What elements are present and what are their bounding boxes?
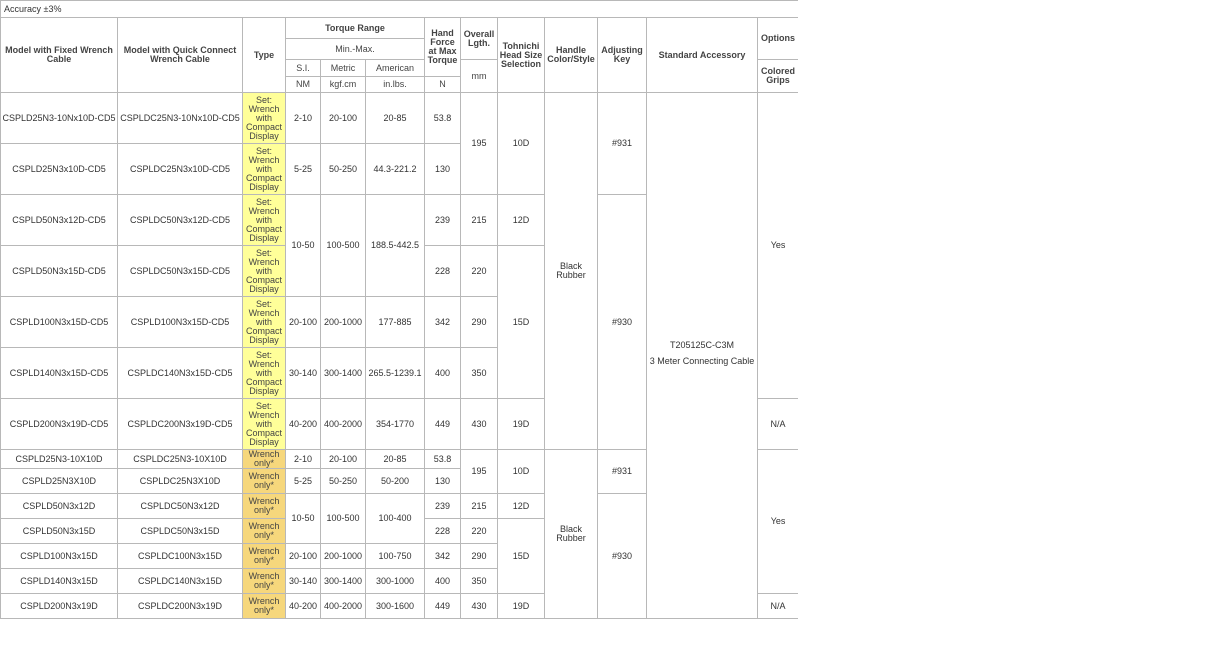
si-cell: 5-25 <box>286 144 321 195</box>
metric-cell: 200-1000 <box>321 297 366 348</box>
type-cell: Set: Wrench with Compact Display <box>243 195 286 246</box>
head-cell: 15D <box>498 246 545 399</box>
model-quick-cell: CSPLDC25N3X10D <box>118 469 243 494</box>
american-cell: 300-1600 <box>366 594 425 619</box>
key-cell: #930 <box>598 494 647 619</box>
metric-cell: 300-1400 <box>321 569 366 594</box>
type-cell: Set: Wrench with Compact Display <box>243 93 286 144</box>
table-row <box>1 93 799 144</box>
si-cell: 5-25 <box>286 469 321 494</box>
model-fixed-cell: CSPLD140N3x15D <box>1 569 118 594</box>
type-cell: Set: Wrench with Compact Display <box>243 246 286 297</box>
force-cell: 449 <box>425 594 461 619</box>
model-quick-cell: CSPLDC25N3x10D-CD5 <box>118 144 243 195</box>
header-standard-accessory: Standard Accessory <box>647 18 758 93</box>
header-n: N <box>425 77 461 93</box>
type-cell: Set: Wrench with Compact Display <box>243 297 286 348</box>
american-cell: 265.5-1239.1 <box>366 348 425 399</box>
model-quick-cell: CSPLD100N3x15D-CD5 <box>118 297 243 348</box>
length-cell: 220 <box>461 246 498 297</box>
type-cell: Wrench only* <box>243 544 286 569</box>
type-cell: Set: Wrench with Compact Display <box>243 144 286 195</box>
metric-cell: 400-2000 <box>321 399 366 450</box>
header-colored-grips: Colored Grips <box>758 60 799 93</box>
force-cell: 400 <box>425 569 461 594</box>
length-cell: 195 <box>461 450 498 494</box>
model-fixed-cell: CSPLD50N3x15D <box>1 519 118 544</box>
accessory-cell <box>647 93 758 619</box>
length-cell: 215 <box>461 494 498 519</box>
header-hand-force: Hand Force at Max Torque <box>425 18 461 77</box>
type-cell: Wrench only* <box>243 569 286 594</box>
header-adjusting-key: Adjusting Key <box>598 18 647 93</box>
metric-cell: 400-2000 <box>321 594 366 619</box>
model-fixed-cell: CSPLD200N3x19D-CD5 <box>1 399 118 450</box>
length-cell: 350 <box>461 569 498 594</box>
head-cell: 10D <box>498 450 545 494</box>
metric-cell: 200-1000 <box>321 544 366 569</box>
type-cell: Wrench only* <box>243 519 286 544</box>
model-fixed-cell: CSPLD50N3x12D <box>1 494 118 519</box>
header-type: Type <box>243 18 286 93</box>
si-cell: 20-100 <box>286 544 321 569</box>
type-cell: Wrench only* <box>243 450 286 469</box>
model-quick-cell: CSPLDC140N3x15D <box>118 569 243 594</box>
force-cell: 239 <box>425 195 461 246</box>
model-fixed-cell: CSPLD140N3x15D-CD5 <box>1 348 118 399</box>
header-head-size: Tohnichi Head Size Selection <box>498 18 545 93</box>
length-cell: 195 <box>461 93 498 195</box>
header-mm: mm <box>461 60 498 93</box>
force-cell: 342 <box>425 544 461 569</box>
head-cell: 10D <box>498 93 545 195</box>
force-cell: 130 <box>425 144 461 195</box>
header-american: American <box>366 60 425 77</box>
model-quick-cell: CSPLDC200N3x19D <box>118 594 243 619</box>
metric-cell: 50-250 <box>321 469 366 494</box>
model-fixed-cell: CSPLD200N3x19D <box>1 594 118 619</box>
head-cell: 19D <box>498 399 545 450</box>
metric-cell: 20-100 <box>321 450 366 469</box>
si-cell: 30-140 <box>286 348 321 399</box>
force-cell: 228 <box>425 519 461 544</box>
header-options: Options <box>758 18 799 60</box>
model-quick-cell: CSPLDC50N3x15D-CD5 <box>118 246 243 297</box>
model-fixed-cell: CSPLD25N3-10X10D <box>1 450 118 469</box>
header-nm: NM <box>286 77 321 93</box>
american-cell: 354-1770 <box>366 399 425 450</box>
force-cell: 53.8 <box>425 93 461 144</box>
colored-grips-cell: N/A <box>758 594 799 619</box>
type-cell: Set: Wrench with Compact Display <box>243 348 286 399</box>
model-fixed-cell: CSPLD25N3-10Nx10D-CD5 <box>1 93 118 144</box>
length-cell: 430 <box>461 399 498 450</box>
handle-cell: Black Rubber <box>545 93 598 450</box>
si-cell: 2-10 <box>286 93 321 144</box>
model-quick-cell: CSPLDC25N3-10X10D <box>118 450 243 469</box>
force-cell: 239 <box>425 494 461 519</box>
model-fixed-cell: CSPLD50N3x15D-CD5 <box>1 246 118 297</box>
header-kgfcm: kgf.cm <box>321 77 366 93</box>
header-model-fixed: Model with Fixed Wrench Cable <box>1 18 118 93</box>
header-model-quick: Model with Quick Connect Wrench Cable <box>118 18 243 93</box>
header-overall-length: Overall Lgth. <box>461 18 498 60</box>
si-cell: 30-140 <box>286 569 321 594</box>
type-cell: Wrench only* <box>243 469 286 494</box>
si-cell: 10-50 <box>286 494 321 544</box>
accuracy-note: Accuracy ±3% <box>1 1 799 18</box>
american-cell: 177-885 <box>366 297 425 348</box>
handle-cell: Black Rubber <box>545 450 598 619</box>
key-cell: #930 <box>598 195 647 450</box>
model-quick-cell: CSPLDC50N3x12D <box>118 494 243 519</box>
american-cell: 50-200 <box>366 469 425 494</box>
colored-grips-cell: N/A <box>758 399 799 450</box>
force-cell: 342 <box>425 297 461 348</box>
si-cell: 2-10 <box>286 450 321 469</box>
american-cell: 188.5-442.5 <box>366 195 425 297</box>
model-fixed-cell: CSPLD25N3X10D <box>1 469 118 494</box>
model-quick-cell: CSPLDC140N3x15D-CD5 <box>118 348 243 399</box>
length-cell: 220 <box>461 519 498 544</box>
length-cell: 350 <box>461 348 498 399</box>
model-quick-cell: CSPLDC25N3-10Nx10D-CD5 <box>118 93 243 144</box>
model-quick-cell: CSPLDC50N3x12D-CD5 <box>118 195 243 246</box>
model-fixed-cell: CSPLD100N3x15D-CD5 <box>1 297 118 348</box>
metric-cell: 20-100 <box>321 93 366 144</box>
force-cell: 130 <box>425 469 461 494</box>
header-torque-range: Torque Range <box>286 18 425 39</box>
head-cell: 15D <box>498 519 545 594</box>
type-cell: Wrench only* <box>243 594 286 619</box>
colored-grips-cell: Yes <box>758 450 799 594</box>
type-cell: Set: Wrench with Compact Display <box>243 399 286 450</box>
model-fixed-cell: CSPLD50N3x12D-CD5 <box>1 195 118 246</box>
type-cell: Wrench only* <box>243 494 286 519</box>
american-cell: 100-400 <box>366 494 425 544</box>
length-cell: 215 <box>461 195 498 246</box>
model-fixed-cell: CSPLD25N3x10D-CD5 <box>1 144 118 195</box>
force-cell: 400 <box>425 348 461 399</box>
american-cell: 300-1000 <box>366 569 425 594</box>
accessory-model: T205125C-C3M <box>669 339 735 350</box>
key-cell: #931 <box>598 93 647 195</box>
model-fixed-cell: CSPLD100N3x15D <box>1 544 118 569</box>
length-cell: 290 <box>461 297 498 348</box>
header-min-max: Min.-Max. <box>286 39 425 60</box>
metric-cell: 100-500 <box>321 195 366 297</box>
model-quick-cell: CSPLDC50N3x15D <box>118 519 243 544</box>
si-cell: 40-200 <box>286 399 321 450</box>
head-cell: 19D <box>498 594 545 619</box>
model-quick-cell: CSPLDC200N3x19D-CD5 <box>118 399 243 450</box>
header-inlbs: in.lbs. <box>366 77 425 93</box>
length-cell: 430 <box>461 594 498 619</box>
header-si: S.I. <box>286 60 321 77</box>
model-quick-cell: CSPLDC100N3x15D <box>118 544 243 569</box>
header-metric: Metric <box>321 60 366 77</box>
head-cell: 12D <box>498 195 545 246</box>
head-cell: 12D <box>498 494 545 519</box>
metric-cell: 50-250 <box>321 144 366 195</box>
header-handle: Handle Color/Style <box>545 18 598 93</box>
metric-cell: 300-1400 <box>321 348 366 399</box>
force-cell: 228 <box>425 246 461 297</box>
american-cell: 44.3-221.2 <box>366 144 425 195</box>
american-cell: 20-85 <box>366 93 425 144</box>
si-cell: 40-200 <box>286 594 321 619</box>
colored-grips-cell: Yes <box>758 93 799 399</box>
american-cell: 100-750 <box>366 544 425 569</box>
metric-cell: 100-500 <box>321 494 366 544</box>
si-cell: 10-50 <box>286 195 321 297</box>
key-cell: #931 <box>598 450 647 494</box>
accessory-description: 3 Meter Connecting Cable <box>649 355 755 366</box>
length-cell: 290 <box>461 544 498 569</box>
force-cell: 53.8 <box>425 450 461 469</box>
american-cell: 20-85 <box>366 450 425 469</box>
force-cell: 449 <box>425 399 461 450</box>
si-cell: 20-100 <box>286 297 321 348</box>
